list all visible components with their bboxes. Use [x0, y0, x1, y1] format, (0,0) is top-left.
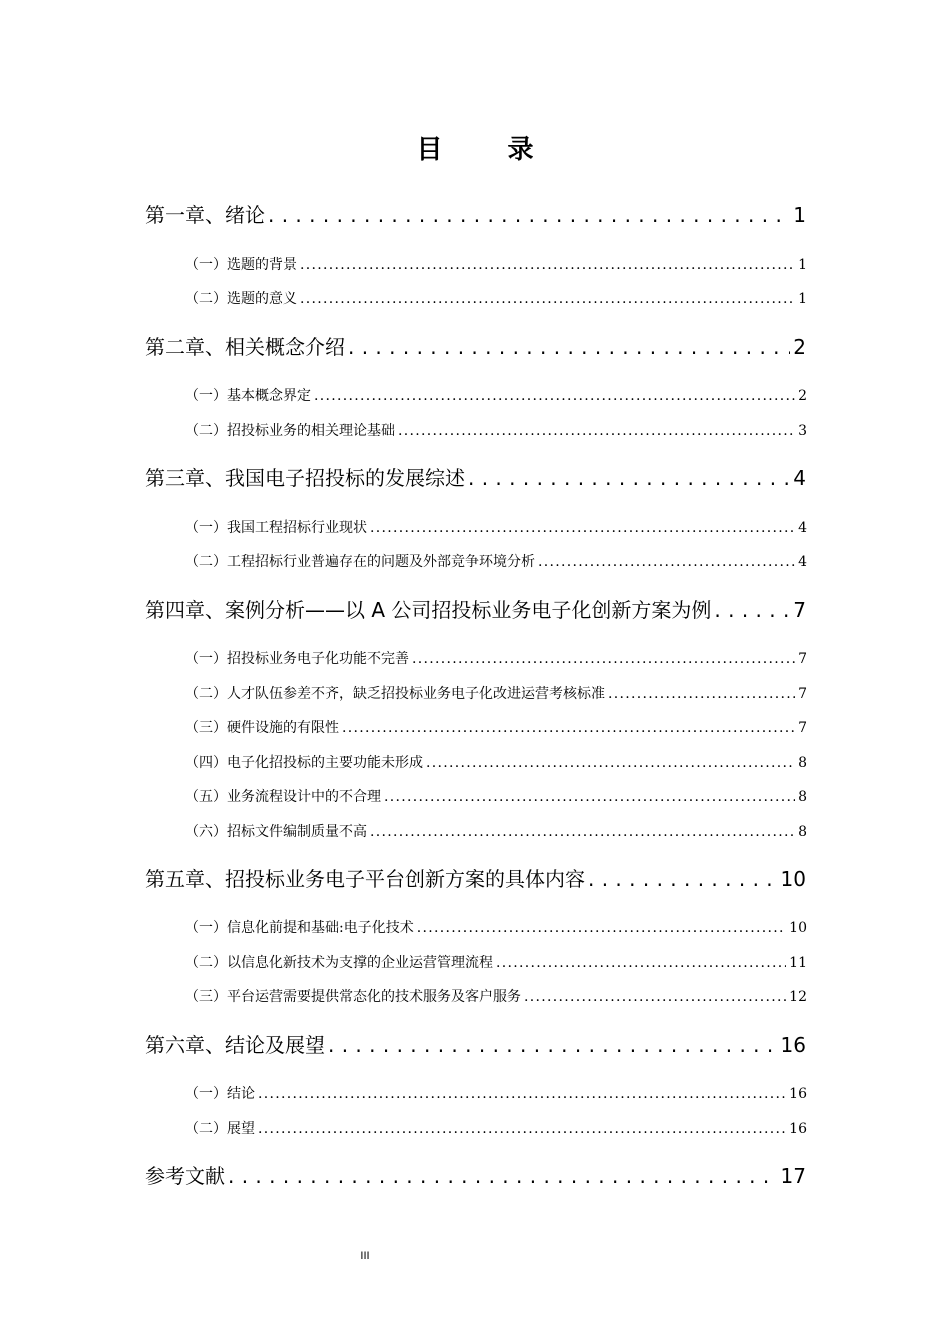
toc-entry-label: （三）硬件设施的有限性	[185, 720, 339, 736]
toc-section-5-2[interactable]	[185, 952, 807, 974]
toc-section-5-3[interactable]	[185, 986, 807, 1008]
dot-leader	[300, 254, 795, 276]
toc-page-number: 16	[780, 1033, 806, 1057]
toc-section-4-2[interactable]	[185, 683, 807, 705]
dot-leader	[384, 786, 795, 808]
toc-page-number: 16	[789, 1121, 807, 1137]
dot-leader	[328, 1030, 778, 1060]
dot-leader	[426, 752, 795, 774]
toc-entry-label: （一）选题的背景	[185, 257, 297, 273]
toc-page-number: 7	[793, 598, 806, 622]
toc-page-number: 2	[793, 335, 806, 359]
toc-entry-label: （一）信息化前提和基础:电子化技术	[185, 920, 414, 936]
toc-page-number: 7	[798, 651, 807, 667]
toc-entry-label: 第二章、相关概念介绍	[145, 335, 345, 359]
dot-leader	[314, 385, 795, 407]
toc-page-number: 8	[798, 824, 807, 840]
toc-entry-label: （一）我国工程招标行业现状	[185, 520, 367, 536]
toc-entry-label: （二）人才队伍参差不齐，缺乏招投标业务电子化改进运营考核标准	[185, 686, 605, 702]
toc-page-number: 1	[798, 257, 807, 273]
toc-entry-label: （二）工程招标行业普遍存在的问题及外部竞争环境分析	[185, 554, 535, 570]
dot-leader	[524, 986, 786, 1008]
toc-section-4-6[interactable]	[185, 821, 807, 843]
toc-entry-label: 第五章、招投标业务电子平台创新方案的具体内容	[145, 867, 585, 891]
dot-leader	[258, 1118, 786, 1140]
toc-entry-label: （一）基本概念界定	[185, 388, 311, 404]
toc-section-5-1[interactable]	[185, 917, 807, 939]
footer-page-number: III	[360, 1250, 370, 1262]
toc-section-4-3[interactable]	[185, 717, 807, 739]
toc-section-6-1[interactable]	[185, 1083, 807, 1105]
toc-page-number: 4	[793, 466, 806, 490]
toc-page-number: 4	[798, 520, 807, 536]
toc-entry-label: （六）招标文件编制质量不高	[185, 824, 367, 840]
toc-page-number: 4	[798, 554, 807, 570]
dot-leader	[538, 551, 795, 573]
dot-leader	[268, 200, 790, 230]
toc-page-number: 7	[798, 720, 807, 736]
toc-page-number: 1	[798, 291, 807, 307]
toc-page-number: 8	[798, 789, 807, 805]
toc-chapter-3[interactable]	[145, 463, 806, 493]
toc-chapter-1[interactable]	[145, 200, 806, 230]
toc-entry-label: 第四章、案例分析——以 A 公司招投标业务电子化创新方案为例	[145, 598, 712, 622]
dot-leader	[370, 517, 795, 539]
toc-page-number: 10	[789, 920, 807, 936]
toc-entry-label: （四）电子化招投标的主要功能未形成	[185, 755, 423, 771]
toc-chapter-4[interactable]	[145, 595, 806, 625]
toc-entry-label: 参考文献	[145, 1164, 225, 1188]
dot-leader	[348, 332, 790, 362]
toc-section-1-1[interactable]	[185, 254, 807, 276]
toc-section-1-2[interactable]	[185, 288, 807, 310]
dot-leader	[398, 420, 795, 442]
toc-section-3-1[interactable]	[185, 517, 807, 539]
toc-page-number: 12	[789, 989, 807, 1005]
toc-page-number: 3	[798, 423, 807, 439]
toc-section-2-1[interactable]	[185, 385, 807, 407]
toc-section-2-2[interactable]	[185, 420, 807, 442]
toc-entry-label: （二）招投标业务的相关理论基础	[185, 423, 395, 439]
toc-entry-label: （二）以信息化新技术为支撑的企业运营管理流程	[185, 955, 493, 971]
toc-entry-label: （一）结论	[185, 1086, 255, 1102]
toc-entry-label: （二）选题的意义	[185, 291, 297, 307]
dot-leader	[468, 463, 790, 493]
toc-page-number: 7	[798, 686, 807, 702]
toc-entry-label: 第三章、我国电子招投标的发展综述	[145, 466, 465, 490]
toc-entry-label: （一）招投标业务电子化功能不完善	[185, 651, 409, 667]
dot-leader	[258, 1083, 786, 1105]
toc-chapter-6[interactable]	[145, 1030, 806, 1060]
toc-page-number: 16	[789, 1086, 807, 1102]
toc-references[interactable]	[145, 1161, 806, 1191]
dot-leader	[496, 952, 786, 974]
dot-leader	[714, 595, 790, 625]
toc-section-3-2[interactable]	[185, 551, 807, 573]
page-title: 目 录	[416, 135, 562, 165]
toc-entry-label: 第六章、结论及展望	[145, 1033, 325, 1057]
dot-leader	[300, 288, 795, 310]
toc-page-number: 11	[789, 955, 807, 971]
toc-page-number: 8	[798, 755, 807, 771]
dot-leader	[417, 917, 786, 939]
dot-leader	[228, 1161, 778, 1191]
toc-chapter-2[interactable]	[145, 332, 806, 362]
toc-section-6-2[interactable]	[185, 1118, 807, 1140]
toc-page-number: 1	[793, 203, 806, 227]
dot-leader	[342, 717, 795, 739]
toc-entry-label: （五）业务流程设计中的不合理	[185, 789, 381, 805]
toc-page-number: 10	[780, 867, 806, 891]
toc-page-number: 17	[780, 1164, 806, 1188]
toc-section-4-1[interactable]	[185, 648, 807, 670]
dot-leader	[588, 864, 778, 894]
dot-leader	[608, 683, 795, 705]
toc-entry-label: （二）展望	[185, 1121, 255, 1137]
toc-section-4-4[interactable]	[185, 752, 807, 774]
toc-entry-label: 第一章、绪论	[145, 203, 265, 227]
toc-section-4-5[interactable]	[185, 786, 807, 808]
dot-leader	[370, 821, 795, 843]
toc-page-number: 2	[798, 388, 807, 404]
dot-leader	[412, 648, 795, 670]
toc-chapter-5[interactable]	[145, 864, 806, 894]
toc-entry-label: （三）平台运营需要提供常态化的技术服务及客户服务	[185, 989, 521, 1005]
